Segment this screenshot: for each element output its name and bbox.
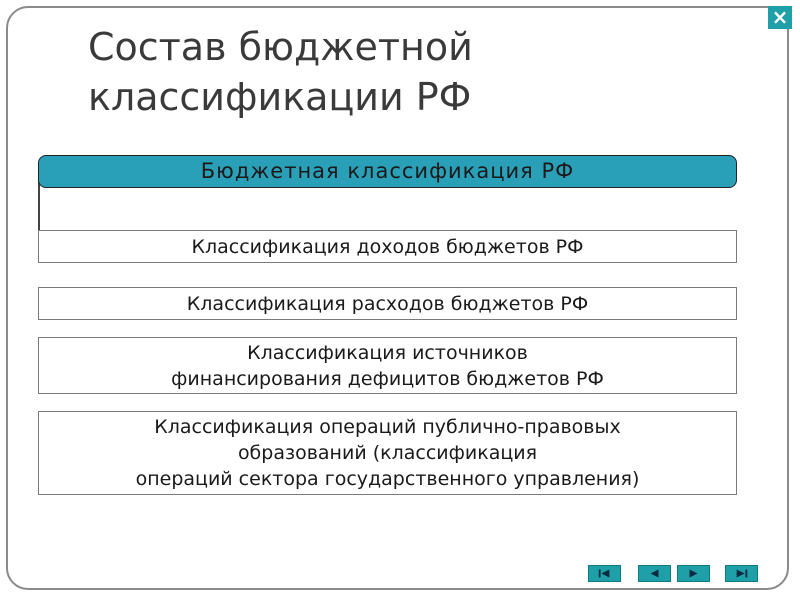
diagram-item-expenditure — [38, 287, 737, 320]
previous-slide-button[interactable] — [638, 565, 671, 582]
last-slide-button[interactable] — [725, 565, 758, 582]
diagram-root-box: Бюджетная классификация РФ — [38, 155, 737, 188]
diagram-item-line: финансирования дефицитов бюджетов РФ — [171, 367, 604, 390]
diagram-item-deficit-financing — [38, 337, 737, 394]
diagram-item-line: Классификация операций публично-правовых — [154, 416, 621, 438]
diagram-item-line: образований (классификация — [237, 442, 538, 464]
previous-slide-icon — [639, 566, 670, 581]
next-slide-icon — [678, 566, 709, 581]
diagram-item-line: Классификация источников — [247, 341, 528, 364]
next-slide-button[interactable] — [677, 565, 710, 582]
slide-title: Состав бюджетной классификации РФ — [88, 25, 473, 119]
first-slide-button[interactable] — [588, 565, 621, 582]
diagram-item-revenue — [38, 230, 737, 263]
first-slide-icon — [589, 566, 620, 581]
diagram-item-public-operations — [38, 411, 737, 495]
last-slide-icon — [726, 566, 757, 581]
close-button[interactable]: × — [768, 6, 792, 29]
diagram-item-line: операций сектора государственного управления) — [135, 468, 640, 490]
diagram-item-line: Классификация доходов бюджетов РФ — [191, 235, 584, 258]
diagram-item-line: Классификация расходов бюджетов РФ — [186, 292, 589, 315]
